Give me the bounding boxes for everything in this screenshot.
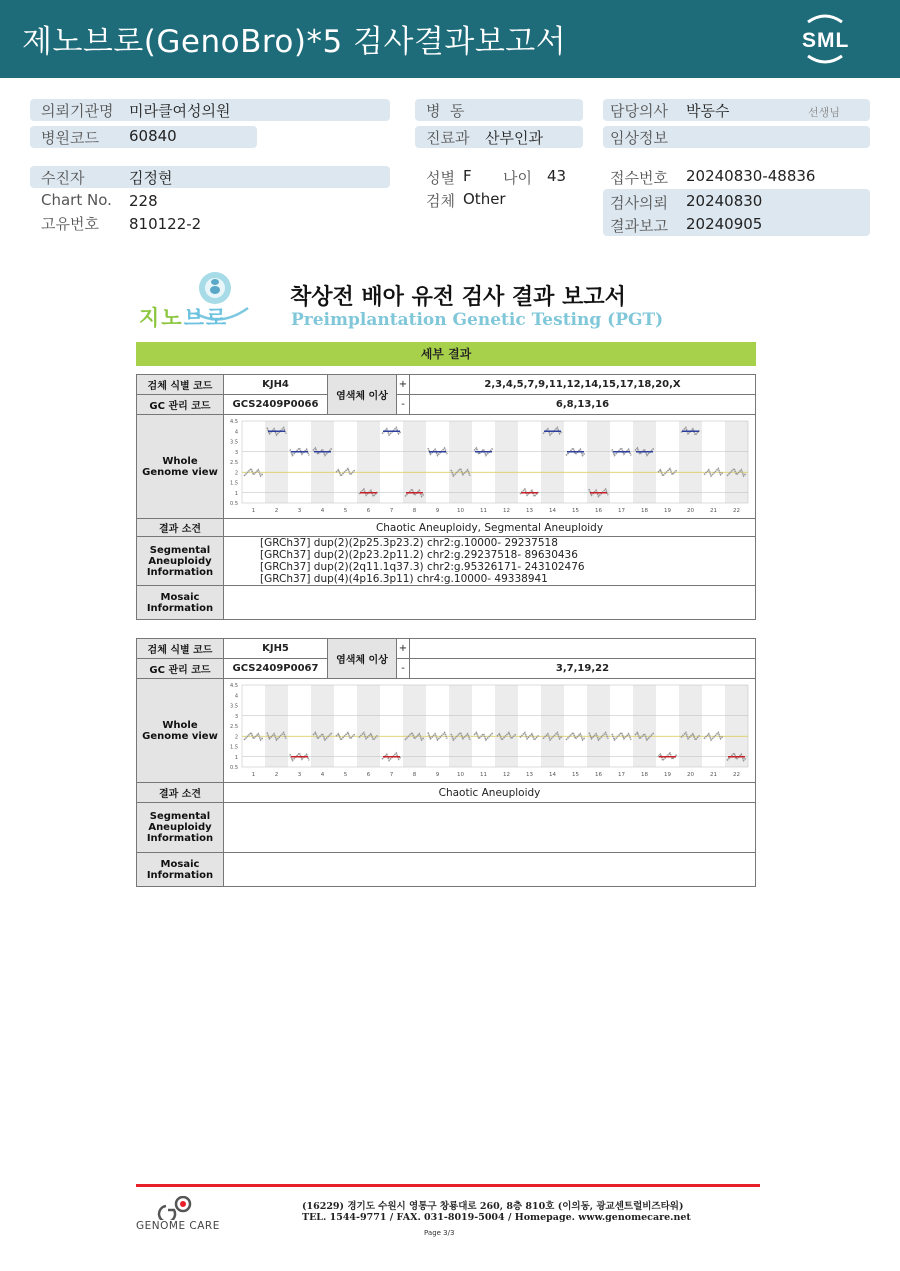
- footer-divider: [136, 1184, 760, 1187]
- chromosome-band: [725, 685, 748, 767]
- sample-code-label: 검체 식별 코드: [137, 639, 224, 659]
- chromosome-band: [265, 685, 288, 767]
- ward-label: 병 동: [426, 102, 465, 120]
- chromosome-band: [449, 421, 472, 503]
- chromosome-band: [725, 421, 748, 503]
- name-label: 수진자: [41, 169, 85, 187]
- x-tick-label: 6: [366, 508, 371, 514]
- section-header: 세부 결과: [136, 342, 756, 366]
- y-tick-label: 4: [234, 429, 238, 436]
- header-bar: [0, 0, 900, 78]
- whole-genome-chart: [224, 415, 754, 515]
- request-value: 20240830: [686, 192, 763, 210]
- chromosome-band: [679, 421, 702, 503]
- specimen-value: Other: [463, 190, 506, 208]
- whole-genome-chart: [224, 679, 754, 779]
- doctor-label: 담당의사: [610, 102, 668, 120]
- x-tick-label: 17: [618, 508, 625, 514]
- sample-code-label: 검체 식별 코드: [137, 375, 224, 395]
- y-tick-label: 1.5: [230, 480, 238, 487]
- footer-company: GENOME CARE: [136, 1220, 220, 1232]
- sex-label: 성별: [426, 169, 455, 187]
- loss-sign: -: [397, 395, 410, 415]
- gc-code-value: GCS2409P0067: [224, 659, 328, 679]
- gain-chromosomes: [410, 639, 756, 659]
- report-title: 제노브로(GenoBro)*5 검사결과보고서: [22, 24, 567, 60]
- segmental-label: Segmental Aneuploidy Information: [137, 537, 224, 586]
- chromosome-band: [449, 685, 472, 767]
- report-heading: 착상전 배아 유전 검사 결과 보고서: [290, 285, 626, 310]
- sample-table-2: [136, 638, 756, 887]
- result-label: 결과 소견: [137, 519, 224, 537]
- report-subheading: Preimplantation Genetic Testing (PGT): [291, 310, 664, 330]
- x-tick-label: 9: [435, 772, 440, 778]
- y-tick-label: 1: [234, 490, 238, 497]
- chromosome-band: [495, 421, 518, 503]
- genome-care-logo: [136, 1196, 226, 1236]
- x-tick-label: 5: [343, 508, 348, 514]
- report-date-value: 20240905: [686, 215, 763, 233]
- segmental-item: [GRCh37] dup(4)(4p16.3p11) chr4:g.10000- 49338941: [260, 573, 548, 585]
- x-tick-label: 15: [572, 508, 579, 514]
- receipt-label: 접수번호: [610, 169, 668, 187]
- segmental-item: [GRCh37] dup(2)(2p25.3p23.2) chr2:g.10000- 29237518: [260, 537, 558, 549]
- x-tick-label: 19: [664, 772, 671, 778]
- chromosome-band: [311, 421, 334, 503]
- x-tick-label: 3: [297, 508, 302, 514]
- y-tick-label: 2.5: [230, 460, 238, 466]
- clinical-label: 임상정보: [610, 129, 668, 147]
- x-tick-label: 4: [320, 508, 325, 514]
- segmental-item: [GRCh37] dup(2)(2q11.1q37.3) chr2:g.95326171- 243102476: [260, 561, 585, 573]
- x-tick-label: 20: [687, 772, 694, 778]
- x-tick-label: 5: [343, 772, 348, 778]
- age-label: 나이: [503, 169, 532, 187]
- mosaic-value: [224, 586, 756, 620]
- y-tick-label: 1.5: [230, 744, 238, 751]
- page-number: Page 3/3: [424, 1229, 455, 1237]
- x-tick-label: 22: [733, 508, 740, 514]
- x-tick-label: 9: [435, 508, 440, 514]
- chart-label: Chart No.: [41, 191, 112, 209]
- y-tick-label: 3.5: [230, 703, 238, 710]
- mosaic-label: Mosaic Information: [137, 586, 224, 620]
- x-tick-label: 22: [733, 772, 740, 778]
- footer-address-block: [302, 1198, 691, 1223]
- institution-label: 의뢰기관명: [41, 102, 114, 120]
- x-tick-label: 1: [251, 508, 256, 514]
- x-tick-label: 14: [549, 772, 556, 778]
- x-tick-label: 6: [366, 772, 371, 778]
- x-tick-label: 14: [549, 508, 556, 514]
- y-tick-label: 2: [234, 734, 238, 741]
- y-tick-label: 4.5: [230, 419, 238, 425]
- hospital-code-value: 60840: [129, 127, 177, 145]
- x-tick-label: 11: [480, 508, 487, 514]
- mosaic-label: Mosaic Information: [137, 853, 224, 887]
- chromosome-band: [403, 421, 426, 503]
- y-tick-label: 3: [234, 713, 238, 720]
- y-tick-label: 0.5: [230, 501, 238, 507]
- chromosome-band: [679, 685, 702, 767]
- dept-label: 진료과: [426, 129, 470, 147]
- chromosome-band: [265, 421, 288, 503]
- x-tick-label: 1: [251, 772, 256, 778]
- report-date-label: 결과보고: [610, 217, 668, 235]
- y-tick-label: 3: [234, 449, 238, 456]
- x-tick-label: 19: [664, 508, 671, 514]
- gain-sign: +: [397, 375, 410, 395]
- x-tick-label: 16: [595, 508, 602, 514]
- chart-value: 228: [129, 192, 158, 210]
- segmental-list: [224, 537, 756, 586]
- sample-code-value: KJH5: [224, 639, 328, 659]
- chromosome-band: [587, 685, 610, 767]
- x-tick-label: 18: [641, 508, 648, 514]
- doctor-value: 박동수: [686, 102, 730, 120]
- y-tick-label: 2.5: [230, 724, 238, 730]
- whole-genome-cell: [224, 415, 756, 519]
- loss-sign: -: [397, 659, 410, 679]
- x-tick-label: 11: [480, 772, 487, 778]
- sml-logo-text: SML: [802, 29, 850, 52]
- institution-value: 미라클여성의원: [129, 102, 231, 120]
- loss-chromosomes: 3,7,19,22: [410, 659, 756, 679]
- sml-logo: [796, 12, 854, 66]
- whole-genome-cell: [224, 679, 756, 783]
- x-tick-label: 17: [618, 772, 625, 778]
- x-tick-label: 13: [526, 508, 533, 514]
- mosaic-value: [224, 853, 756, 887]
- x-tick-label: 18: [641, 772, 648, 778]
- x-tick-label: 2: [274, 772, 279, 778]
- doctor-suffix: 선생님: [808, 106, 840, 119]
- y-tick-label: 1: [234, 754, 238, 761]
- sex-value: F: [463, 167, 472, 185]
- footer-contact: TEL. 1544-9771 / FAX. 031-8019-5004 / Homepage. www.genomecare.net: [302, 1212, 691, 1223]
- result-value: Chaotic Aneuploidy, Segmental Aneuploidy: [224, 519, 756, 537]
- x-tick-label: 13: [526, 772, 533, 778]
- chrom-abn-label: 염색체 이상: [328, 639, 397, 679]
- x-tick-label: 8: [412, 772, 417, 778]
- segmental-item: [GRCh37] dup(2)(2p23.2p11.2) chr2:g.29237518- 89630436: [260, 549, 578, 561]
- x-tick-label: 15: [572, 772, 579, 778]
- x-tick-label: 10: [457, 508, 464, 514]
- segmental-list: [224, 803, 756, 853]
- x-tick-label: 21: [710, 772, 717, 778]
- id-value: 810122-2: [129, 215, 202, 233]
- x-tick-label: 7: [389, 772, 394, 778]
- x-tick-label: 3: [297, 772, 302, 778]
- sample-code-value: KJH4: [224, 375, 328, 395]
- x-tick-label: 12: [503, 772, 510, 778]
- name-value: 김정현: [129, 169, 173, 187]
- x-tick-label: 8: [412, 508, 417, 514]
- x-tick-label: 20: [687, 508, 694, 514]
- chromosome-band: [633, 421, 656, 503]
- whole-genome-label: Whole Genome view: [137, 415, 224, 519]
- chromosome-band: [541, 685, 564, 767]
- chromosome-band: [357, 421, 380, 503]
- age-value: 43: [547, 167, 567, 185]
- gain-sign: +: [397, 639, 410, 659]
- y-tick-label: 4: [234, 693, 238, 700]
- chrom-abn-label: 염색체 이상: [328, 375, 397, 415]
- y-tick-label: 4.5: [230, 683, 238, 689]
- x-tick-label: 7: [389, 508, 394, 514]
- hospital-code-label: 병원코드: [41, 129, 99, 147]
- result-label: 결과 소견: [137, 783, 224, 803]
- chromosome-band: [357, 685, 380, 767]
- x-tick-label: 10: [457, 772, 464, 778]
- genobro-brand: 지노브로: [139, 306, 229, 330]
- chromosome-band: [311, 685, 334, 767]
- x-tick-label: 16: [595, 772, 602, 778]
- gain-chromosomes: 2,3,4,5,7,9,11,12,14,15,17,18,20,X: [410, 375, 756, 395]
- gc-code-label: GC 관리 코드: [137, 395, 224, 415]
- chromosome-band: [633, 685, 656, 767]
- sample-table-1: [136, 374, 756, 620]
- chromosome-band: [403, 685, 426, 767]
- request-label: 검사의뢰: [610, 194, 668, 212]
- x-tick-label: 12: [503, 508, 510, 514]
- segmental-label: Segmental Aneuploidy Information: [137, 803, 224, 853]
- x-tick-label: 4: [320, 772, 325, 778]
- loss-chromosomes: 6,8,13,16: [410, 395, 756, 415]
- id-label: 고유번호: [41, 215, 99, 233]
- whole-genome-label: Whole Genome view: [137, 679, 224, 783]
- dept-value: 산부인과: [485, 129, 543, 147]
- result-value: Chaotic Aneuploidy: [224, 783, 756, 803]
- x-tick-label: 2: [274, 508, 279, 514]
- x-tick-label: 21: [710, 508, 717, 514]
- chromosome-band: [495, 685, 518, 767]
- y-tick-label: 0.5: [230, 765, 238, 771]
- footer-address: (16229) 경기도 수원시 영통구 창룡대로 260, 8층 810호 (이의동, 광교센트럴비즈타워): [302, 1201, 684, 1212]
- gc-code-value: GCS2409P0066: [224, 395, 328, 415]
- y-tick-label: 2: [234, 470, 238, 477]
- y-tick-label: 3.5: [230, 439, 238, 446]
- specimen-label: 검체: [426, 192, 455, 210]
- receipt-value: 20240830-48836: [686, 167, 816, 185]
- gc-code-label: GC 관리 코드: [137, 659, 224, 679]
